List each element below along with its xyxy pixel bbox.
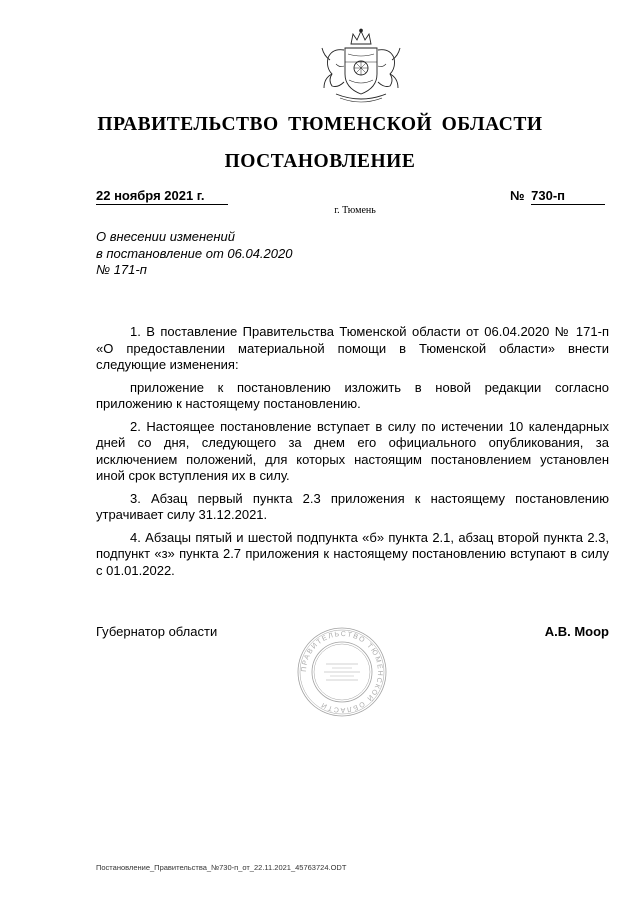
- organization-title: ПРАВИТЕЛЬСТВО ТЮМЕНСКОЙ ОБЛАСТИ: [97, 114, 543, 135]
- body-paragraph: приложение к постановлению изложить в новой редакции согласно приложению к настоящему постановлению.: [96, 379, 609, 411]
- coat-of-arms-icon: [318, 28, 404, 106]
- signer-name: А.В. Моор: [544, 624, 609, 639]
- document-subject: [96, 229, 292, 279]
- document-number: 730-п: [531, 187, 605, 205]
- stamp-ring-text: ПРАВИТЕЛЬСТВО ТЮМЕНСКОЙ ОБЛАСТИ: [300, 630, 384, 714]
- subject-line: № 171-п: [96, 262, 147, 277]
- footer-filename: Постановление_Правительства_№730-п_от_22.11.2021_45763724.ODT: [96, 863, 347, 872]
- signer-title: Губернатор области: [96, 624, 218, 639]
- number-prefix: №: [510, 188, 525, 203]
- body-paragraph: 3. Абзац первый пункта 2.3 приложения к настоящему постановлению утрачивает силу 31.12.2021.: [96, 490, 609, 522]
- document-date: 22 ноября 2021 г.: [96, 187, 228, 205]
- body-paragraph: 4. Абзацы пятый и шестой подпункта «б» пункта 2.1, абзац второй пункта 2.3, подпункт «з» пункта 2.7 приложения к настоящему постановлению вступают в силу с 01.01.2022.: [96, 529, 609, 578]
- subject-line: в постановление от 06.04.2020: [96, 245, 293, 261]
- document-body: [96, 324, 609, 585]
- body-paragraph: 2. Настоящее постановление вступает в силу по истечении 10 календарных дней со дня, следующего за днем его официального опубликования, за исключением положений, для которых настоящим постановлением установлен иной срок вступления их в силу.: [96, 418, 609, 483]
- document-number-block: [510, 187, 605, 204]
- body-paragraph: 1. В поставление Правительства Тюменской области от 06.04.2020 № 171-п «О предоставлении материальной помощи в Тюменской области» внести следующие изменения:: [96, 324, 609, 372]
- document-type-title: ПОСТАНОВЛЕНИЕ: [224, 151, 416, 172]
- city-label: г. Тюмень: [334, 205, 376, 216]
- official-stamp-icon: [296, 626, 388, 718]
- subject-line: О внесении изменений: [96, 229, 235, 244]
